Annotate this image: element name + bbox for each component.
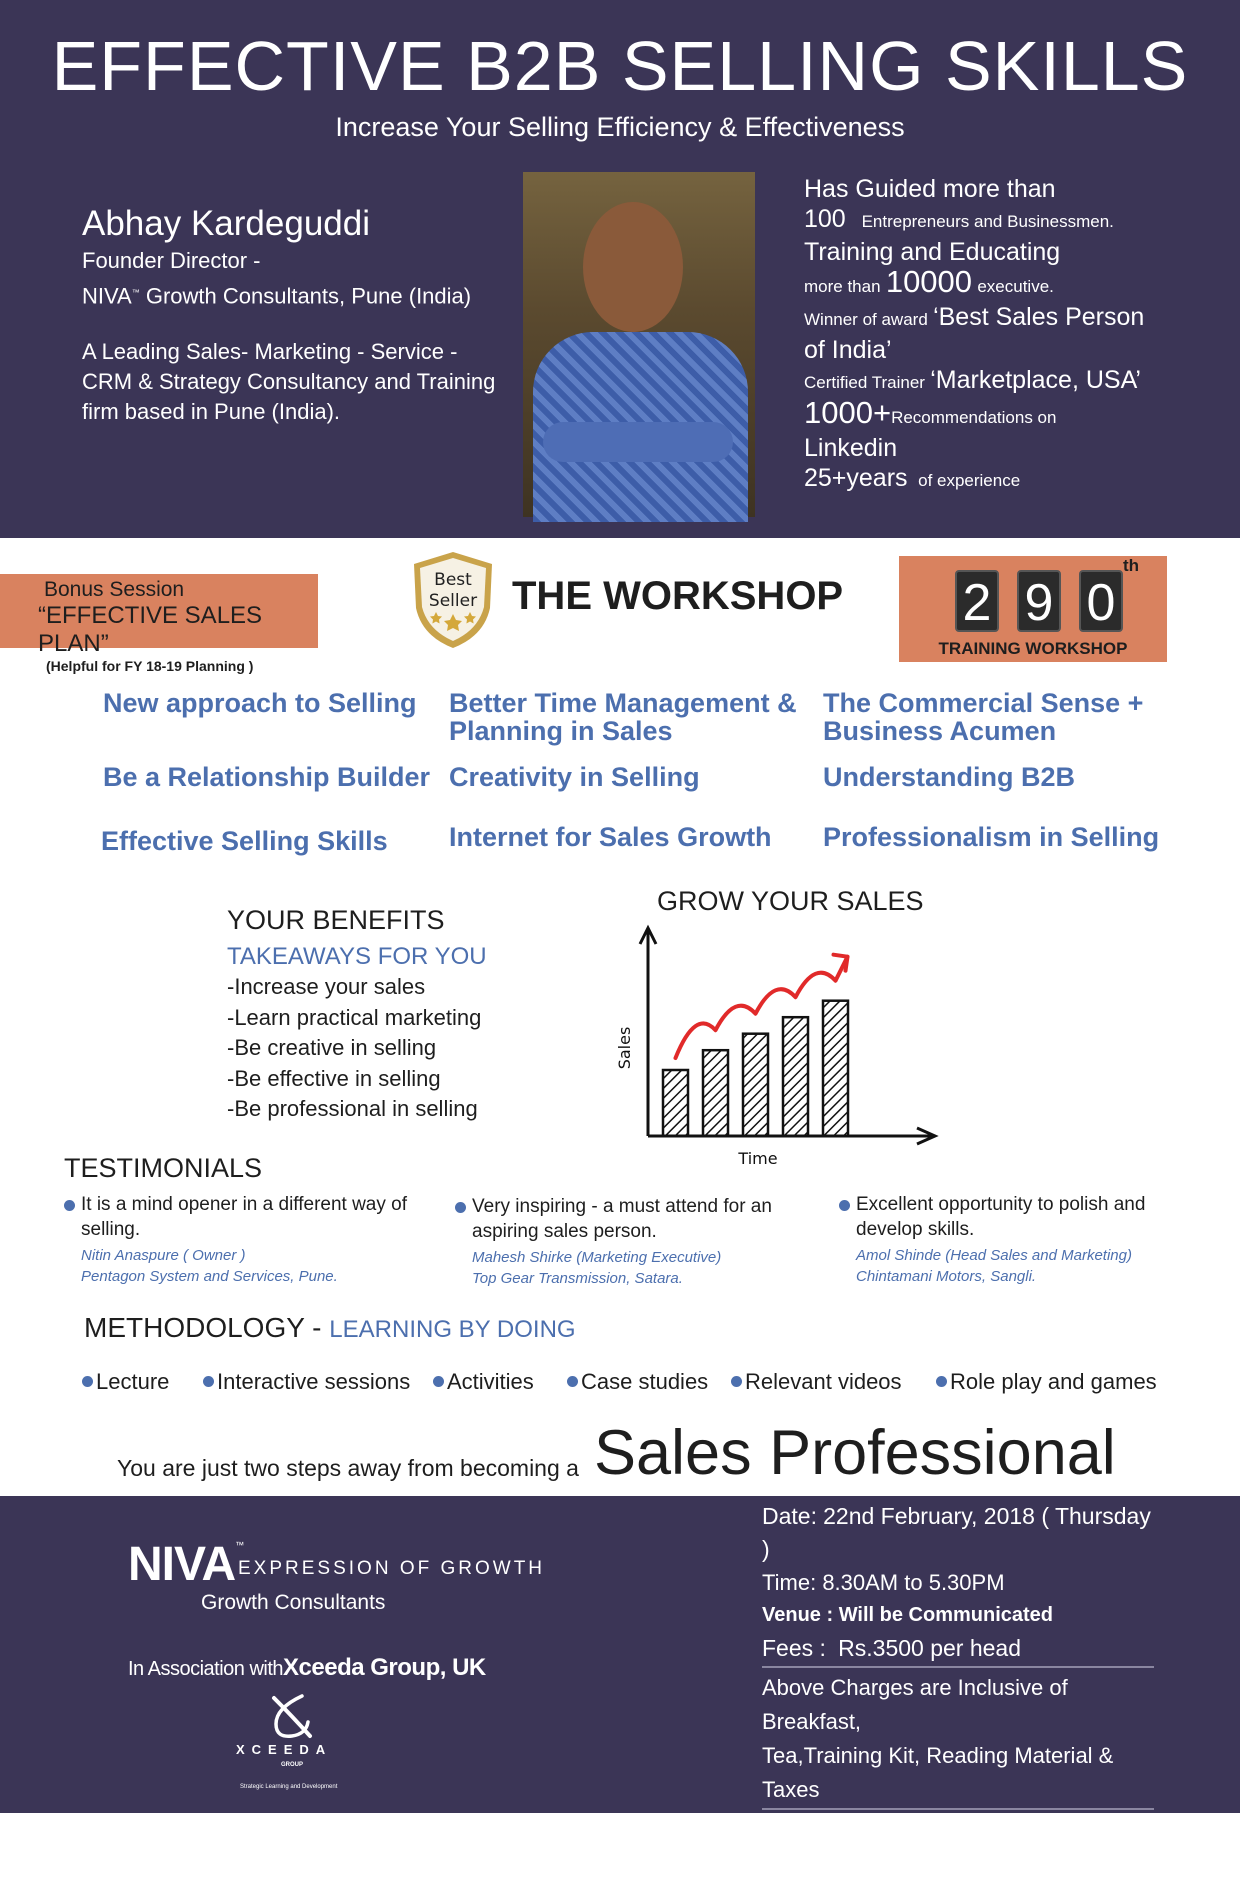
topic-item: Internet for Sales Growth bbox=[449, 822, 772, 852]
speaker-role bbox=[82, 245, 471, 312]
bonus-note: (Helpful for FY 18-19 Planning ) bbox=[46, 658, 254, 674]
association-partner: Xceeda Group, UK bbox=[283, 1654, 486, 1681]
chart-bars bbox=[663, 1001, 848, 1136]
seal-line2: Seller bbox=[428, 591, 478, 611]
topic-item: New approach to Selling bbox=[103, 688, 417, 718]
counter-digit: 9 bbox=[1017, 570, 1061, 632]
contact-email[interactable]: E-mail: vivek@karwak.com bbox=[762, 1871, 1015, 1894]
topic-item: Professionalism in Selling bbox=[823, 822, 1160, 852]
benefit-item: -Learn practical marketing bbox=[227, 1004, 482, 1030]
methodology-item: Interactive sessions bbox=[203, 1369, 410, 1395]
topic-item: The Commercial Sense + Business Acumen bbox=[823, 688, 1144, 746]
benefits-heading: YOUR BENEFITS bbox=[227, 905, 445, 935]
testimonial-item bbox=[856, 1192, 1196, 1287]
methodology-heading bbox=[84, 1312, 576, 1344]
chart-ylabel: Sales bbox=[615, 1026, 634, 1070]
chart-bar bbox=[743, 1034, 768, 1136]
credential-line: Linkedin bbox=[804, 434, 898, 462]
credential-line: 100 Entrepreneurs and Businessmen. bbox=[804, 205, 1114, 233]
speaker-role-line1: Founder Director - bbox=[82, 248, 261, 273]
event-date: Date: 22nd February, 2018 ( Thursday ) bbox=[762, 1503, 1151, 1562]
tagline-lead: You are just two steps away from becoming a bbox=[117, 1455, 579, 1481]
credential-line: Certified Trainer ‘Marketplace, USA’ bbox=[804, 366, 1141, 394]
chart-xlabel: Time bbox=[738, 1149, 778, 1168]
chart-title: GROW YOUR SALES bbox=[657, 886, 924, 916]
benefit-item: -Increase your sales bbox=[227, 974, 426, 999]
bullet-icon bbox=[82, 1376, 93, 1387]
testimonial-author: Amol Shinde (Head Sales and Marketing) bbox=[856, 1247, 1132, 1264]
topic-item: Effective Selling Skills bbox=[101, 826, 388, 856]
seal-line1: Best bbox=[434, 570, 472, 590]
niva-brand: NIVA bbox=[128, 1538, 236, 1591]
testimonial-company: Top Gear Transmission, Satara. bbox=[472, 1270, 683, 1287]
credential-line: 25+years of experience bbox=[804, 464, 1021, 492]
methodology-item: Relevant videos bbox=[731, 1369, 902, 1395]
contact-mobile: Mobile No: 7350033336 / 9881972411 bbox=[762, 1843, 1118, 1866]
speaker-name: Abhay Kardeguddi bbox=[82, 204, 370, 243]
testimonial-quote: It is a mind opener in a different way of selling. bbox=[81, 1194, 407, 1240]
page-title: EFFECTIVE B2B SELLING SKILLS bbox=[51, 27, 1189, 105]
trademark: ™ bbox=[235, 1540, 244, 1550]
speaker-role-line2 bbox=[82, 277, 471, 312]
event-charges: Above Charges are Inclusive of Breakfast, Tea,Training Kit, Reading Material & Taxes bbox=[762, 1675, 1114, 1802]
speaker-photo bbox=[523, 172, 755, 517]
bullet-icon bbox=[64, 1200, 75, 1211]
testimonial-author: Mahesh Shirke (Marketing Executive) bbox=[472, 1249, 722, 1266]
methodology-title: METHODOLOGY - bbox=[84, 1312, 322, 1343]
counter-digit: 2 bbox=[955, 570, 999, 632]
xceeda-tagline: Strategic Learning and Development bbox=[240, 1784, 338, 1790]
xceeda-group: GROUP bbox=[281, 1762, 304, 1768]
xceeda-name: XCEEDA bbox=[236, 1742, 333, 1757]
credential-line: more than 10000 executive. bbox=[804, 264, 1054, 299]
bullet-icon bbox=[839, 1200, 850, 1211]
testimonial-item bbox=[472, 1194, 832, 1289]
event-time: Time: 8.30AM to 5.30PM bbox=[762, 1570, 1005, 1595]
bonus-title: “EFFECTIVE SALES PLAN” bbox=[38, 602, 263, 657]
speaker-credentials bbox=[804, 174, 1224, 496]
bullet-icon bbox=[203, 1376, 214, 1387]
methodology-subtitle: LEARNING BY DOING bbox=[329, 1316, 576, 1343]
workshop-heading: THE WORKSHOP bbox=[512, 574, 844, 618]
event-fees: Fees : Rs.3500 per head bbox=[762, 1635, 1022, 1661]
bullet-icon bbox=[455, 1202, 466, 1213]
testimonial-quote: Excellent opportunity to polish and develop skills. bbox=[856, 1194, 1146, 1240]
bullet-icon bbox=[731, 1376, 742, 1387]
chart-bar bbox=[783, 1017, 808, 1136]
sales-growth-chart bbox=[605, 918, 945, 1168]
association-line bbox=[128, 1654, 486, 1682]
trademark: ™ bbox=[131, 288, 140, 297]
takeaways-heading: TAKEAWAYS FOR YOU bbox=[227, 943, 487, 970]
page-subtitle: Increase Your Selling Efficiency & Effectiveness bbox=[335, 112, 905, 142]
methodology-item: Lecture bbox=[82, 1369, 169, 1395]
chart-bar bbox=[663, 1070, 688, 1136]
chart-bar bbox=[703, 1050, 728, 1136]
chart-bar bbox=[823, 1001, 848, 1136]
speaker-company: NIVA bbox=[82, 283, 132, 309]
best-seller-seal-icon bbox=[410, 550, 496, 650]
speaker-company-suffix: Growth Consultants, Pune (India) bbox=[139, 283, 472, 309]
benefit-item: -Be effective in selling bbox=[227, 1065, 441, 1091]
counter-suffix: th bbox=[1123, 556, 1140, 575]
topic-item: Understanding B2B bbox=[823, 762, 1076, 792]
speaker-description: A Leading Sales- Marketing - Service - CRM & Strategy Consultancy and Training firm based in Pune (India). bbox=[82, 339, 496, 424]
testimonial-company: Chintamani Motors, Sangli. bbox=[856, 1268, 1037, 1285]
topic-item: Be a Relationship Builder bbox=[103, 762, 431, 792]
methodology-item: Role play and games bbox=[936, 1369, 1157, 1395]
testimonial-item bbox=[81, 1192, 431, 1287]
divider bbox=[762, 1808, 1154, 1810]
bonus-label: Bonus Session bbox=[44, 578, 185, 601]
event-contact bbox=[762, 1813, 1162, 1897]
bullet-icon bbox=[433, 1376, 444, 1387]
divider bbox=[762, 1666, 1154, 1668]
testimonials-heading: TESTIMONIALS bbox=[64, 1153, 263, 1183]
benefit-item: -Be creative in selling bbox=[227, 1035, 437, 1060]
niva-logo bbox=[128, 1537, 243, 1592]
bullet-icon bbox=[936, 1376, 947, 1387]
credential-line: Training and Educating bbox=[804, 238, 1061, 266]
xceeda-logo-icon bbox=[262, 1690, 322, 1742]
association-prefix: In Association with bbox=[128, 1658, 284, 1680]
credential-line: of India’ bbox=[804, 336, 892, 364]
counter-label: TRAINING WORKSHOP bbox=[938, 639, 1128, 658]
counter-digit: 0 bbox=[1079, 570, 1123, 632]
testimonial-company: Pentagon System and Services, Pune. bbox=[81, 1268, 338, 1285]
niva-subtitle: Growth Consultants bbox=[201, 1591, 386, 1614]
contact-names: For Registrations Contact: Vivek / Rutuja bbox=[762, 1815, 1147, 1838]
niva-tagline: EXPRESSION OF GROWTH bbox=[238, 1558, 546, 1579]
methodology-item: Case studies bbox=[567, 1369, 708, 1395]
credential-line: Winner of award ‘Best Sales Person bbox=[804, 303, 1145, 331]
testimonial-author: Nitin Anaspure ( Owner ) bbox=[81, 1247, 246, 1264]
event-details bbox=[762, 1500, 1162, 1897]
bullet-icon bbox=[567, 1376, 578, 1387]
bonus-session-box bbox=[0, 574, 318, 674]
credential-line: Has Guided more than bbox=[804, 175, 1056, 203]
benefit-item: -Be professional in selling bbox=[227, 1096, 478, 1121]
testimonial-quote: Very inspiring - a must attend for an aspiring sales person. bbox=[472, 1196, 772, 1242]
event-venue: Venue : Will be Communicated bbox=[762, 1604, 1053, 1626]
topic-item: Creativity in Selling bbox=[449, 762, 700, 792]
benefit-list bbox=[227, 972, 481, 1125]
methodology-item: Activities bbox=[433, 1369, 534, 1395]
credential-line: 1000+Recommendations on bbox=[804, 395, 1057, 430]
topic-item: Better Time Management & Planning in Sales bbox=[449, 688, 797, 746]
tagline-emphasis: Sales Professional bbox=[594, 1418, 1116, 1488]
workshop-counter bbox=[899, 556, 1167, 662]
